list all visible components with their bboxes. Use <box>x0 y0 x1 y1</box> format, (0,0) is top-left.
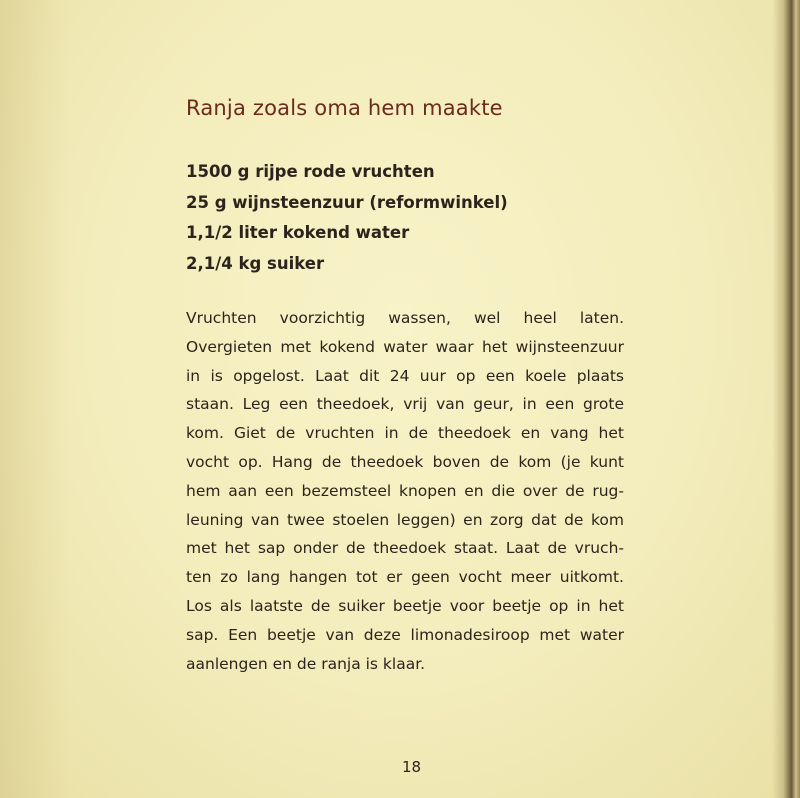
ingredient-item: 25 g wijnsteenzuur (reformwinkel) <box>186 192 508 212</box>
instruction-line: leuning van twee stoelen leggen) en zorg dat de kom <box>186 510 624 529</box>
ingredient-item: 1,1/2 liter kokend water <box>186 223 410 242</box>
page-number: 18 <box>402 758 422 776</box>
instruction-line: sap. Een beetje van deze limonadesiroop met water <box>186 625 624 644</box>
instruction-line: Los als laatste de suiker beetje voor beetje op in het <box>186 596 624 615</box>
instruction-line: aanlengen en de ranja is klaar. <box>186 654 426 673</box>
instruction-line: vocht op. Hang de theedoek boven de kom (je kunt <box>186 452 624 471</box>
instruction-line: met het sap onder de theedoek staat. Laat de vruch- <box>186 539 624 558</box>
instruction-line: Overgieten met kokend water waar het wijnsteenzuur <box>186 337 624 356</box>
ingredient-item: 2,1/4 kg suiker <box>186 253 325 273</box>
instruction-line: Vruchten voorzichtig wassen, wel heel laten. <box>186 309 624 327</box>
instruction-line: in is opgelost. Laat dit 24 uur op een koele plaats <box>186 366 624 385</box>
instruction-line: kom. Giet de vruchten in de theedoek en vang het <box>186 424 624 443</box>
instruction-line: hem aan een bezemsteel knopen en die over de rug- <box>186 481 624 500</box>
instruction-line: ten zo lang hangen tot er geen vocht meer uitkomt. <box>186 568 624 587</box>
recipe-title: Ranja zoals oma hem maakte <box>186 96 503 120</box>
ingredient-list <box>186 157 508 279</box>
ingredient-item: 1500 g rijpe rode vruchten <box>186 162 435 181</box>
recipe-instructions <box>186 304 624 678</box>
instruction-line: staan. Leg een theedoek, vrij van geur, in een grote <box>186 395 624 414</box>
